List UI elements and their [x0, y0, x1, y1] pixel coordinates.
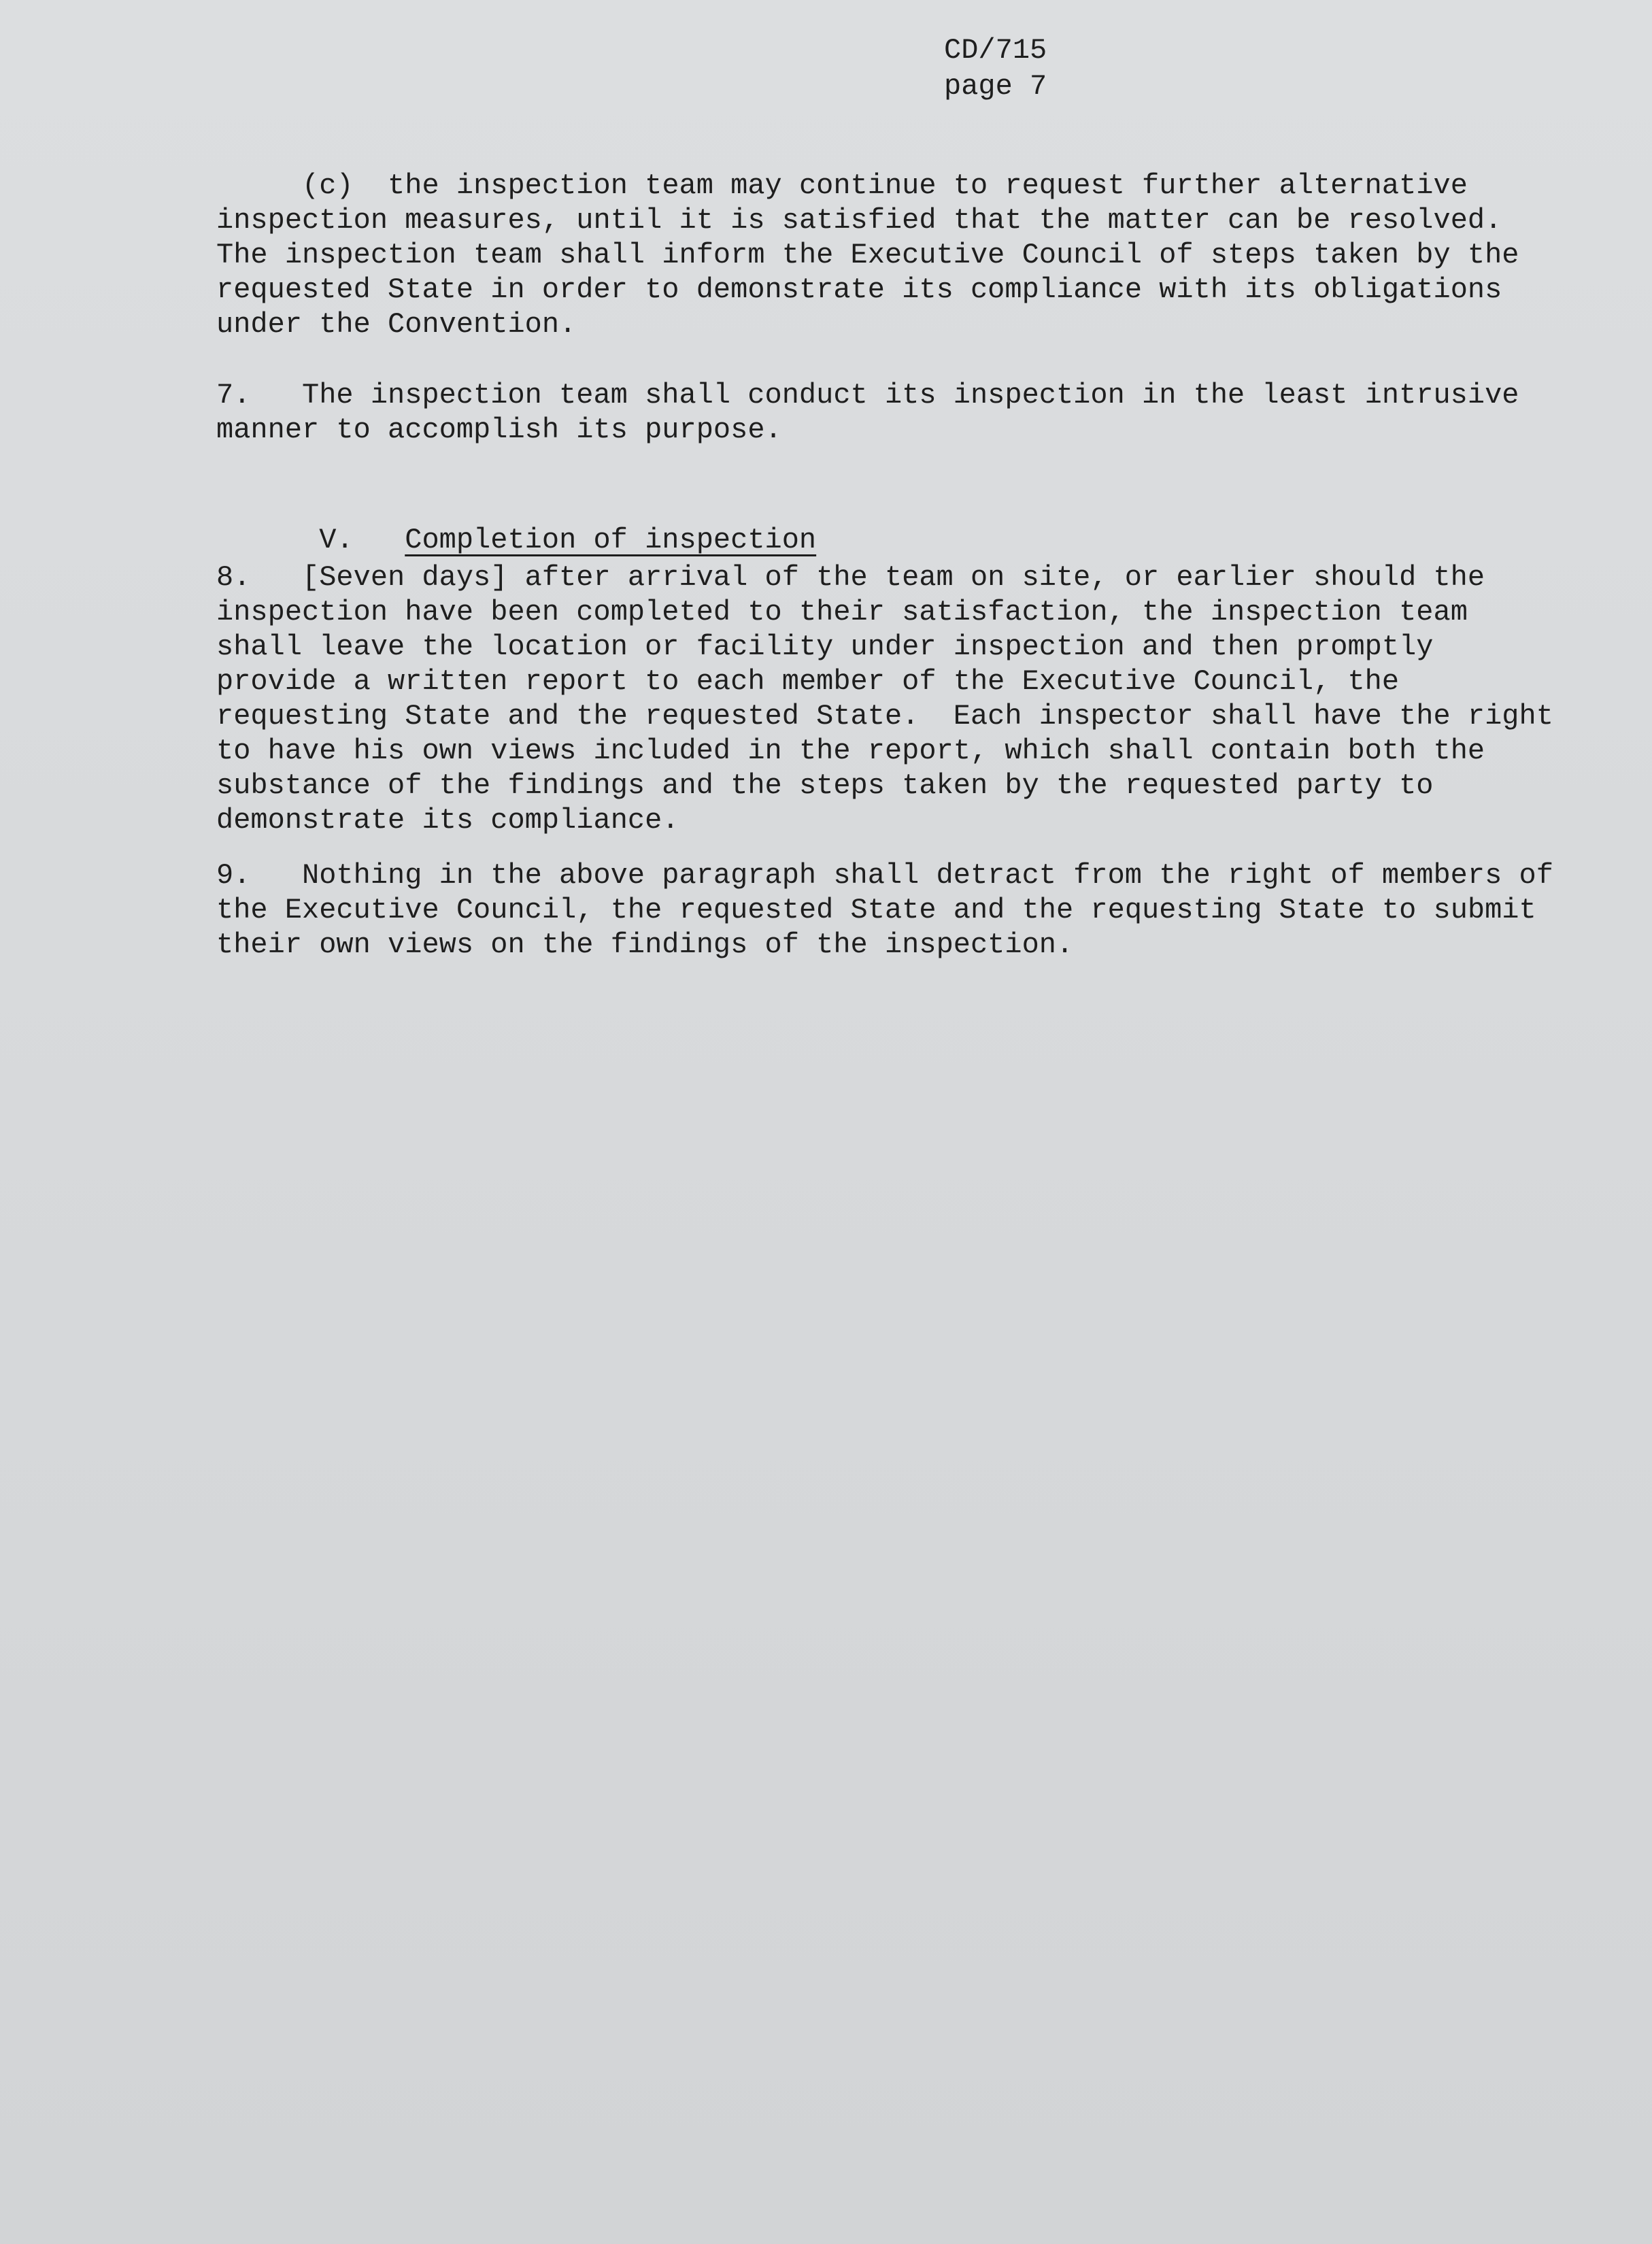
- paragraph-8-number: 8.: [216, 561, 251, 594]
- paragraph-7-number: 7.: [216, 379, 251, 412]
- page-header: [944, 33, 1216, 105]
- paragraph-9-line: the Executive Council, the requested State and the requesting State to submit: [216, 894, 1536, 926]
- section-title: Completion of inspection: [405, 524, 817, 556]
- paragraph-7-line: manner to accomplish its purpose.: [216, 414, 782, 446]
- paragraph-8-line: inspection have been completed to their satisfaction, the inspection team: [216, 596, 1468, 629]
- paragraph-7: [216, 378, 1570, 448]
- paragraph-c-line: inspection measures, until it is satisfied that the matter can be resolved.: [216, 204, 1502, 237]
- paragraph-8-line: demonstrate its compliance.: [216, 804, 679, 837]
- paragraph-8-line: to have his own views included in the report, which shall contain both the: [216, 735, 1485, 767]
- paragraph-9-line: their own views on the findings of the inspection.: [216, 928, 1074, 961]
- paragraph-8-line: provide a written report to each member of the Executive Council, the: [216, 665, 1400, 698]
- paragraph-9-line: Nothing in the above paragraph shall detract from the right of members of: [302, 859, 1553, 892]
- paragraph-c-line: under the Convention.: [216, 308, 577, 341]
- paragraph-8-line: substance of the findings and the steps taken by the requested party to: [216, 769, 1434, 802]
- paragraph-9-number: 9.: [216, 859, 251, 892]
- paragraph-9: [216, 858, 1570, 962]
- paragraph-8: [216, 560, 1570, 838]
- section-number: V.: [319, 524, 354, 556]
- paragraph-8-line: shall leave the location or facility under inspection and then promptly: [216, 631, 1434, 663]
- paragraph-7-line: The inspection team shall conduct its inspection in the least intrusive: [302, 379, 1519, 412]
- paragraph-c-line: requested State in order to demonstrate its compliance with its obligations: [216, 273, 1502, 306]
- paragraph-8-line: [Seven days] after arrival of the team on site, or earlier should the: [302, 561, 1485, 594]
- paragraph-c-line: the inspection team may continue to request further alternative: [388, 169, 1468, 202]
- paragraph-c-line: The inspection team shall inform the Executive Council of steps taken by the: [216, 239, 1519, 271]
- paragraph-8-line: requesting State and the requested State. Each inspector shall have the right: [216, 700, 1553, 733]
- paragraph-c-label: (c): [302, 169, 354, 202]
- paragraph-c: [216, 169, 1570, 342]
- page-number: page 7: [944, 70, 1047, 103]
- document-reference: CD/715: [944, 34, 1047, 67]
